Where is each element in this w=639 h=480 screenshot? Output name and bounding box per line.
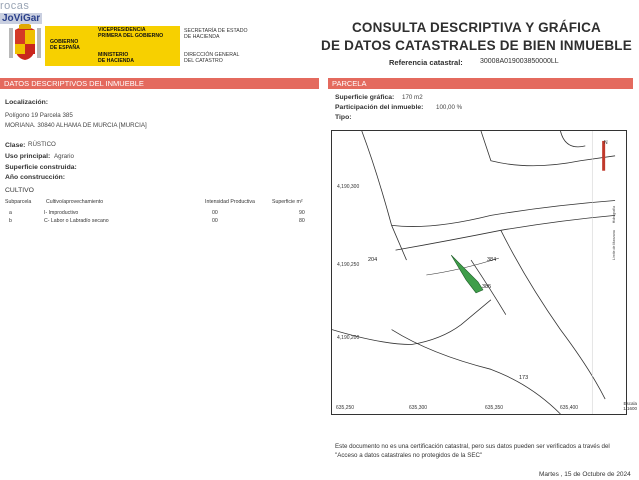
reference-value: 30008A019003850000LL <box>480 58 559 65</box>
cultivo-row-intensidad: 00 <box>212 218 218 224</box>
section-bar-parcela: PARCELA <box>328 78 633 89</box>
superficie-grafica-label: Superficie gráfica: <box>335 94 395 101</box>
superficie-construida-label: Superficie construida: <box>5 164 77 171</box>
map-x-label: 635,400 <box>560 405 579 411</box>
participacion-value: 100,00 % <box>436 104 463 111</box>
localizacion-label: Localización: <box>5 99 49 106</box>
logo-vicepresidencia: VICEPRESIDENCIA PRIMERA DEL GOBIERNO <box>98 27 164 39</box>
logo-ministerio: MINISTERIO DE HACIENDA <box>98 52 135 64</box>
parcel-label: 173 <box>519 375 529 381</box>
ano-construccion-label: Año construcción: <box>5 174 66 181</box>
superficie-grafica-value: 170 m2 <box>402 94 423 101</box>
cultivo-header-cultivo: Cultivo/aprovechamiento <box>46 199 104 205</box>
legend-item: Hidrografía <box>612 205 616 224</box>
clase-label: Clase: <box>5 142 26 149</box>
localizacion-line2: MORIANA. 30840 ALHAMA DE MURCIA [MURCIA] <box>5 122 147 129</box>
cultivo-row-cultivo: C- Labor o Labradío secano <box>44 218 109 224</box>
cultivo-row-superficie: 90 <box>299 210 305 216</box>
document-date: Martes , 15 de Octubre de 2024 <box>539 471 631 478</box>
tipo-label: Tipo: <box>335 114 352 121</box>
uso-value: Agrario <box>54 153 74 160</box>
legend-item: Límite de Manzana <box>612 230 616 260</box>
parcel-label: 385 <box>482 284 492 290</box>
cultivo-row-sub: a <box>9 210 12 216</box>
watermark-text: rocas <box>0 0 30 12</box>
cultivo-row-sub: b <box>9 218 12 224</box>
cultivo-row-cultivo: I- Improductivo <box>44 210 79 216</box>
localizacion-line1: Polígono 19 Parcela 385 <box>5 112 73 119</box>
map-y-label: 4,190,200 <box>337 335 360 341</box>
clase-value: RÚSTICO <box>28 141 56 148</box>
map-x-label: 635,300 <box>409 405 428 411</box>
cultivo-title: CULTIVO <box>5 187 34 194</box>
map-scale: Escala 1/1600 <box>623 401 637 411</box>
cultivo-row-intensidad: 00 <box>212 210 218 216</box>
cultivo-header-intensidad: Intensidad Productiva <box>205 199 255 205</box>
document-title-line2: DE DATOS CATASTRALES DE BIEN INMUEBLE <box>321 38 632 53</box>
participacion-label: Participación del inmueble: <box>335 104 424 111</box>
reference-label: Referencia catastral: <box>389 58 463 67</box>
map-legend-strip <box>612 150 620 260</box>
parcel-highlight <box>451 255 483 293</box>
section-bar-inmueble: DATOS DESCRIPTIVOS DEL INMUEBLE <box>0 78 319 89</box>
cultivo-header-superficie: Superficie m² <box>272 199 303 205</box>
cadastral-map <box>331 130 627 415</box>
uso-label: Uso principal: <box>5 153 51 160</box>
parcel-label: 384 <box>487 257 497 263</box>
coat-of-arms-icon <box>9 24 41 62</box>
document-title-line1: CONSULTA DESCRIPTIVA Y GRÁFICA <box>351 20 601 35</box>
footer-note: Este documento no es una certificación catastral, pero sus datos pueden ser verificados a través del "Acceso a datos catastrales no protegidos de la SEC" <box>335 443 610 459</box>
map-x-label: 635,350 <box>485 405 504 411</box>
map-y-label: 4,190,300 <box>337 184 360 190</box>
map-x-label: 635,250 <box>336 405 355 411</box>
logo-gobierno: GOBIERNO DE ESPAÑA <box>50 39 80 51</box>
logo-secretaria: SECRETARÍA DE ESTADO DE HACIENDA <box>184 28 248 40</box>
cultivo-header-subparcela: Subparcela <box>5 199 32 205</box>
parcel-label: 204 <box>368 257 378 263</box>
north-icon: N <box>604 140 608 146</box>
watermark-brand: JoViGar <box>2 13 41 24</box>
logo-direccion: DIRECCIÓN GENERAL DEL CATASTRO <box>184 52 240 64</box>
cultivo-row-superficie: 80 <box>299 218 305 224</box>
map-y-label: 4,190,250 <box>337 262 360 268</box>
